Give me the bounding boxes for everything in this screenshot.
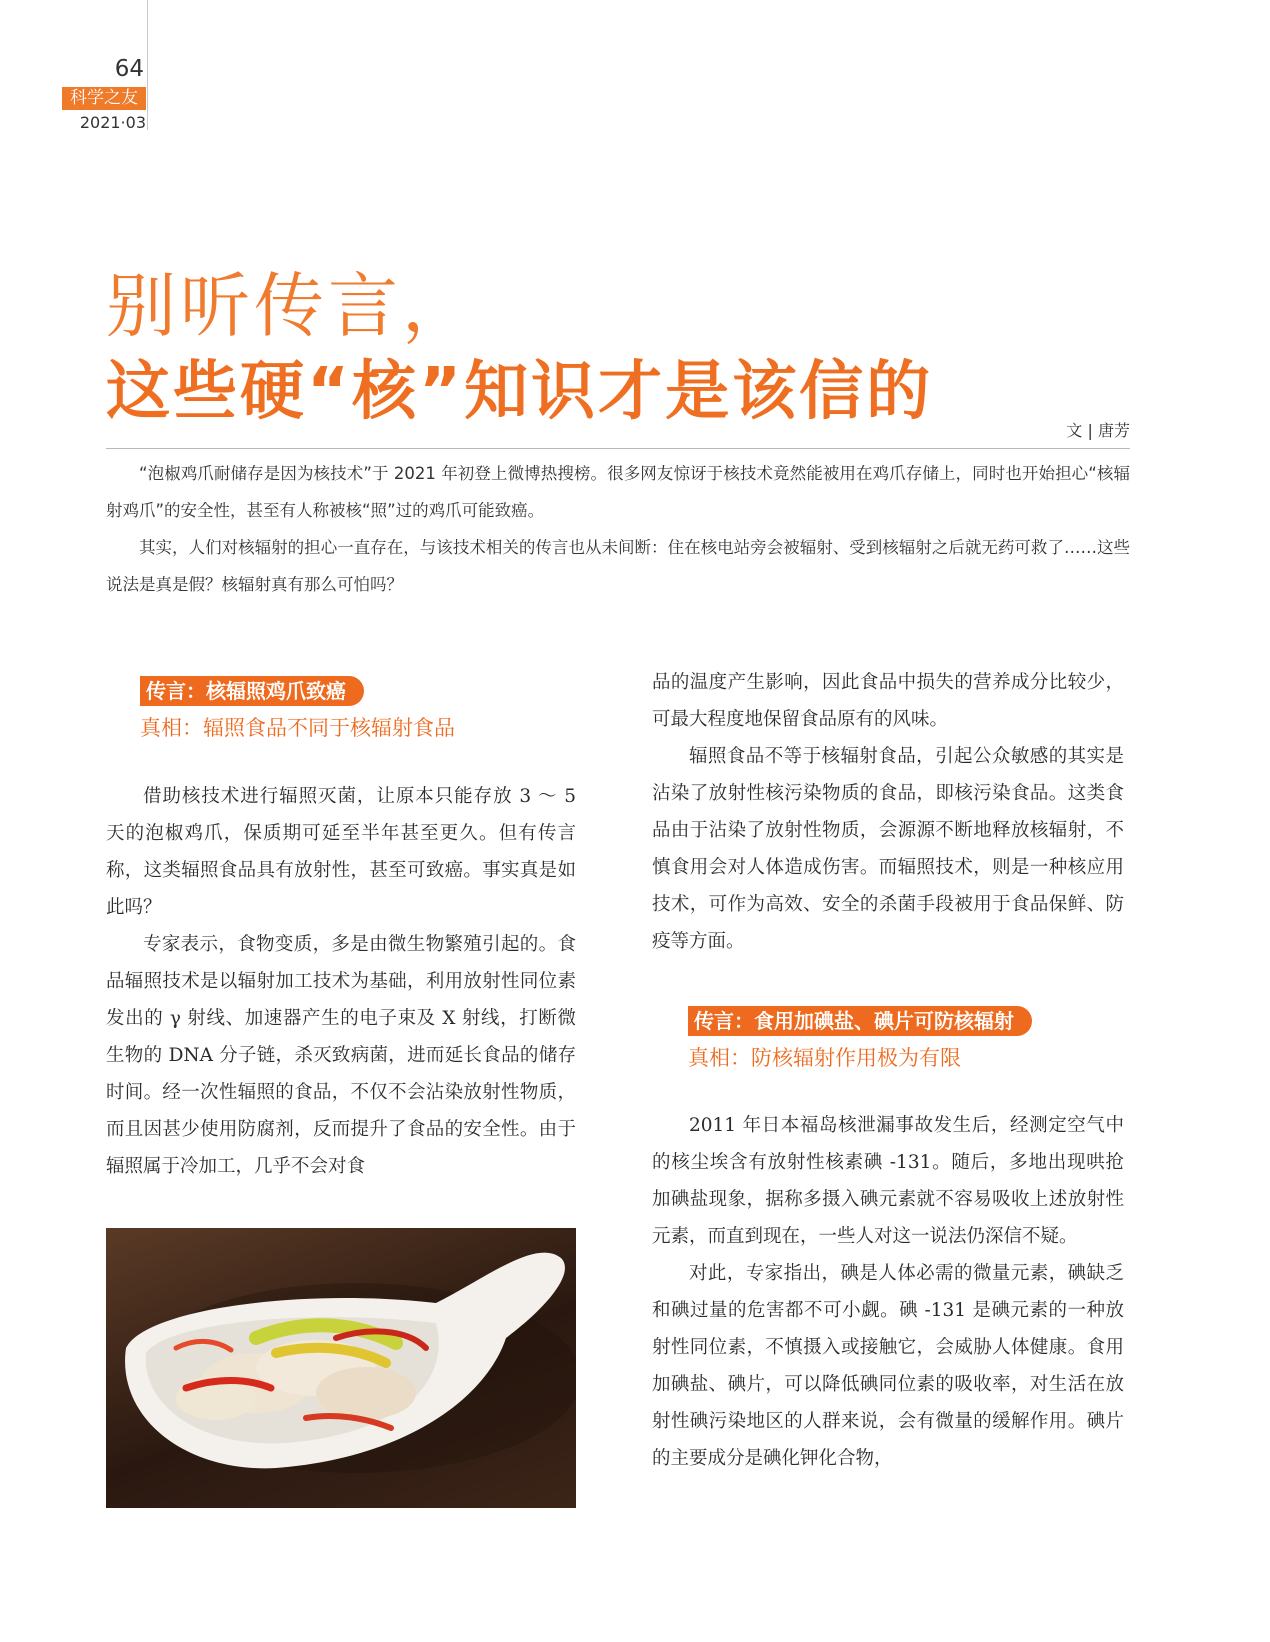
header-divider <box>147 0 148 130</box>
right-column-bottom <box>652 1107 1124 1477</box>
issue-date: 2021·03 <box>79 113 146 132</box>
truth-label: 真相：辐照食品不同于核辐射食品 <box>140 716 455 740</box>
intro-block <box>106 455 1130 603</box>
section1-header <box>140 676 455 742</box>
title-line-1: 别听传言， <box>106 265 476 347</box>
right-column-top <box>652 664 1124 960</box>
section2-header <box>688 1006 1032 1072</box>
truth-label: 真相：防核辐射作用极为有限 <box>688 1046 961 1070</box>
rumor-label: 传言：食用加碘盐、碘片可防核辐射 <box>688 1006 1032 1036</box>
title-divider <box>106 448 1130 449</box>
intro-paragraph: “泡椒鸡爪耐储存是因为核技术”于 2021 年初登上微博热搜榜。很多网友惊讶于核技术竟然能被用在鸡爪存储上，同时也开始担心“核辐射鸡爪”的安全性，甚至有人称被核“照”过的鸡爪可能致癌。 <box>106 464 1130 520</box>
body-paragraph: 辐照食品不等于核辐射食品，引起公众敏感的其实是沾染了放射性核污染物质的食品，即核污染食品。这类食品由于沾染了放射性物质，会源源不断地释放核辐射，不慎食用会对人体造成伤害。而辐照技术，则是一种核应用技术，可作为高效、安全的杀菌手段被用于食品保鲜、防疫等方面。 <box>652 746 1124 952</box>
body-paragraph-continued: 品的温度产生影响，因此食品中损失的营养成分比较少，可最大程度地保留食品原有的风味。 <box>652 672 1124 730</box>
left-column <box>106 778 576 1185</box>
body-paragraph: 2011 年日本福岛核泄漏事故发生后，经测定空气中的核尘埃含有放射性核素碘 -131。随后，多地出现哄抢加碘盐现象，据称多摄入碘元素就不容易吸收上述放射性元素，而直到现在，一些人对这一说法仍深信不疑。 <box>652 1115 1124 1247</box>
magazine-name-badge: 科学之友 <box>62 87 146 110</box>
page-number: 64 <box>114 56 144 82</box>
intro-paragraph: 其实，人们对核辐射的担心一直存在，与该技术相关的传言也从未间断：住在核电站旁会被辐射、受到核辐射之后就无药可救了……这些说法是真是假？核辐射真有那么可怕吗？ <box>106 538 1130 594</box>
body-paragraph: 专家表示，食物变质，多是由微生物繁殖引起的。食品辐照技术是以辐射加工技术为基础，利用放射性同位素发出的 γ 射线、加速器产生的电子束及 X 射线，打断微生物的 DNA 分子链，杀灭致病菌，进而延长食品的储存时间。经一次性辐照的食品，不仅不会沾染放射性物质，而且因甚少使用防腐剂，反而提升了食品的安全性。由于辐照属于冷加工，几乎不会对食 <box>106 934 576 1177</box>
food-photo <box>106 1228 576 1508</box>
body-paragraph: 借助核技术进行辐照灭菌，让原本只能存放 3 ～ 5 天的泡椒鸡爪，保质期可延至半年甚至更久。但有传言称，这类辐照食品具有放射性，甚至可致癌。事实真是如此吗？ <box>106 786 576 918</box>
author-byline: 文 | 唐芳 <box>1066 421 1130 440</box>
title-line-2: 这些硬“核”知识才是该信的 <box>106 355 934 429</box>
body-paragraph: 对此，专家指出，碘是人体必需的微量元素，碘缺乏和碘过量的危害都不可小觑。碘 -131 是碘元素的一种放射性同位素，不慎摄入或接触它，会威胁人体健康。食用加碘盐、碘片，可以降低碘同位素的吸收率，对生活在放射性碘污染地区的人群来说，会有微量的缓解作用。碘片的主要成分是碘化钾化合物， <box>652 1263 1124 1469</box>
rumor-label: 传言：核辐照鸡爪致癌 <box>140 676 364 706</box>
chicken-feet-dish-image <box>106 1228 576 1508</box>
